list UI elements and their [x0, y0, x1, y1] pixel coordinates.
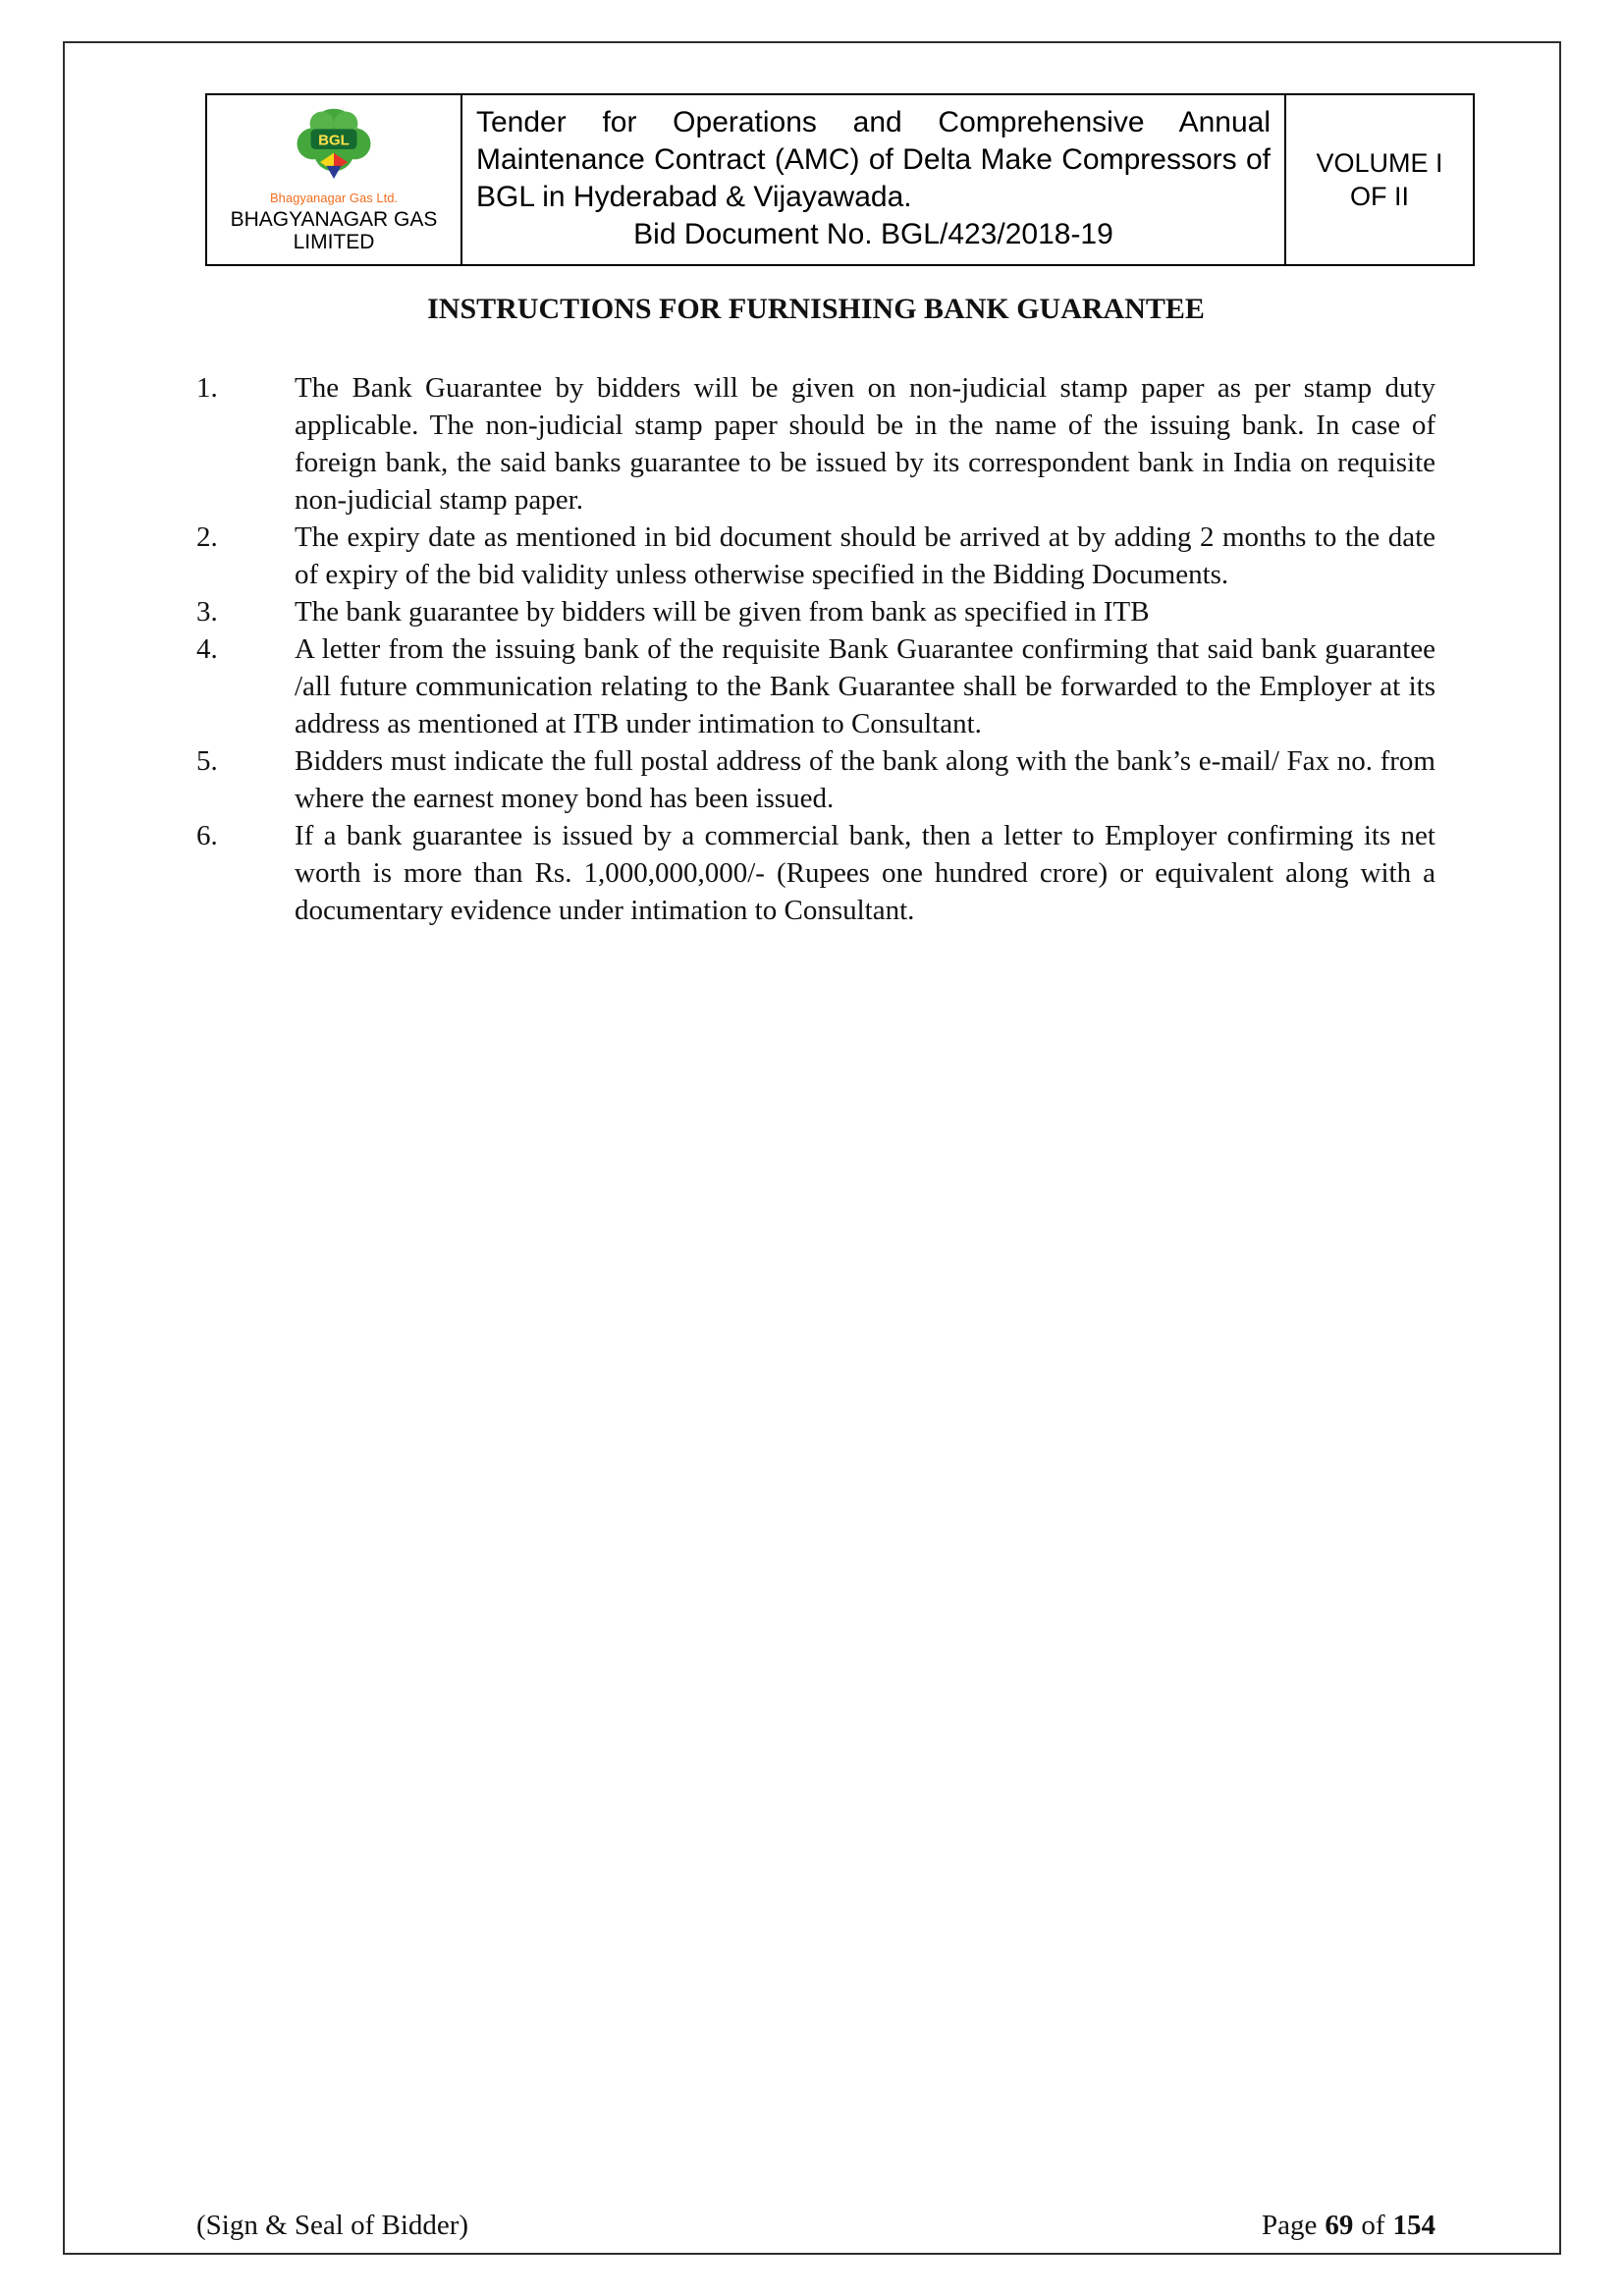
item-text: The Bank Guarantee by bidders will be given on non-judicial stamp paper as per stamp duty applicable. The non-judicial stamp paper should be in the name of the issuing bank. In case of foreign bank, the said banks guarantee to be issued by its correspondent bank in India on requisite non-judicial stamp paper. — [295, 372, 1435, 516]
instruction-list — [196, 369, 1435, 929]
bgl-logo-icon — [283, 105, 385, 193]
item-number: 3. — [196, 596, 218, 628]
document-body — [196, 291, 1435, 929]
item-text: Bidders must indicate the full postal address of the bank along with the bank’s e-mail/ Fax no. from where the earnest money bond has been issued. — [295, 745, 1435, 814]
tender-title: Tender for Operations and Comprehensive Annual Maintenance Contract (AMC) of Delta Make Compressors of BGL in Hyderabad & Vijayawada. — [476, 106, 1271, 213]
page-footer — [196, 2208, 1435, 2243]
item-text: If a bank guarantee is issued by a commercial bank, then a letter to Employer confirming its net worth is more than Rs. 1,000,000,000/- (Rupees one hundred crore) or equivalent along with a documentary evidence under intimation to Consultant. — [295, 820, 1435, 926]
bid-document-number: Bid Document No. BGL/423/2018-19 — [633, 218, 1113, 250]
company-name — [231, 208, 438, 254]
header-table — [205, 93, 1475, 266]
list-item — [196, 519, 1435, 593]
header-title-cell — [462, 95, 1286, 264]
company-name-line2: LIMITED — [293, 231, 375, 254]
item-number: 5. — [196, 745, 218, 777]
item-text: The expiry date as mentioned in bid document should be arrived at by adding 2 months to the date of expiry of the bid validity unless otherwise specified in the Bidding Documents. — [295, 521, 1435, 590]
total-pages: 154 — [1392, 2210, 1435, 2241]
page-indicator — [1262, 2208, 1435, 2243]
volume-line2: OF II — [1350, 182, 1409, 211]
volume-line1: VOLUME I — [1316, 148, 1443, 178]
list-item — [196, 630, 1435, 742]
item-text: A letter from the issuing bank of the requisite Bank Guarantee confirming that said bank guarantee /all future communication relating to the Bank Guarantee shall be forwarded to the Employer at its address as mentioned at ITB under intimation to Consultant. — [295, 633, 1435, 739]
logo-blue-wedge — [327, 166, 342, 179]
list-item — [196, 742, 1435, 817]
of-word: of — [1361, 2210, 1385, 2241]
item-number: 2. — [196, 521, 218, 553]
page-word: Page — [1261, 2210, 1318, 2241]
logo-subtitle: Bhagyanagar Gas Ltd. — [269, 191, 399, 206]
list-item — [196, 593, 1435, 630]
logo-label: BGL — [318, 132, 350, 149]
list-item — [196, 817, 1435, 929]
item-number: 6. — [196, 820, 218, 851]
item-number: 1. — [196, 372, 218, 404]
volume-cell — [1286, 95, 1473, 264]
document-title: INSTRUCTIONS FOR FURNISHING BANK GUARANTEE — [427, 293, 1205, 325]
item-number: 4. — [196, 633, 218, 665]
company-name-line1: BHAGYANAGAR GAS — [230, 207, 438, 231]
item-text: The bank guarantee by bidders will be given from bank as specified in ITB — [295, 596, 1150, 628]
page-number: 69 — [1325, 2210, 1354, 2241]
logo-cell — [207, 95, 462, 264]
sign-seal-label: (Sign & Seal of Bidder) — [196, 2210, 469, 2241]
list-item — [196, 369, 1435, 519]
